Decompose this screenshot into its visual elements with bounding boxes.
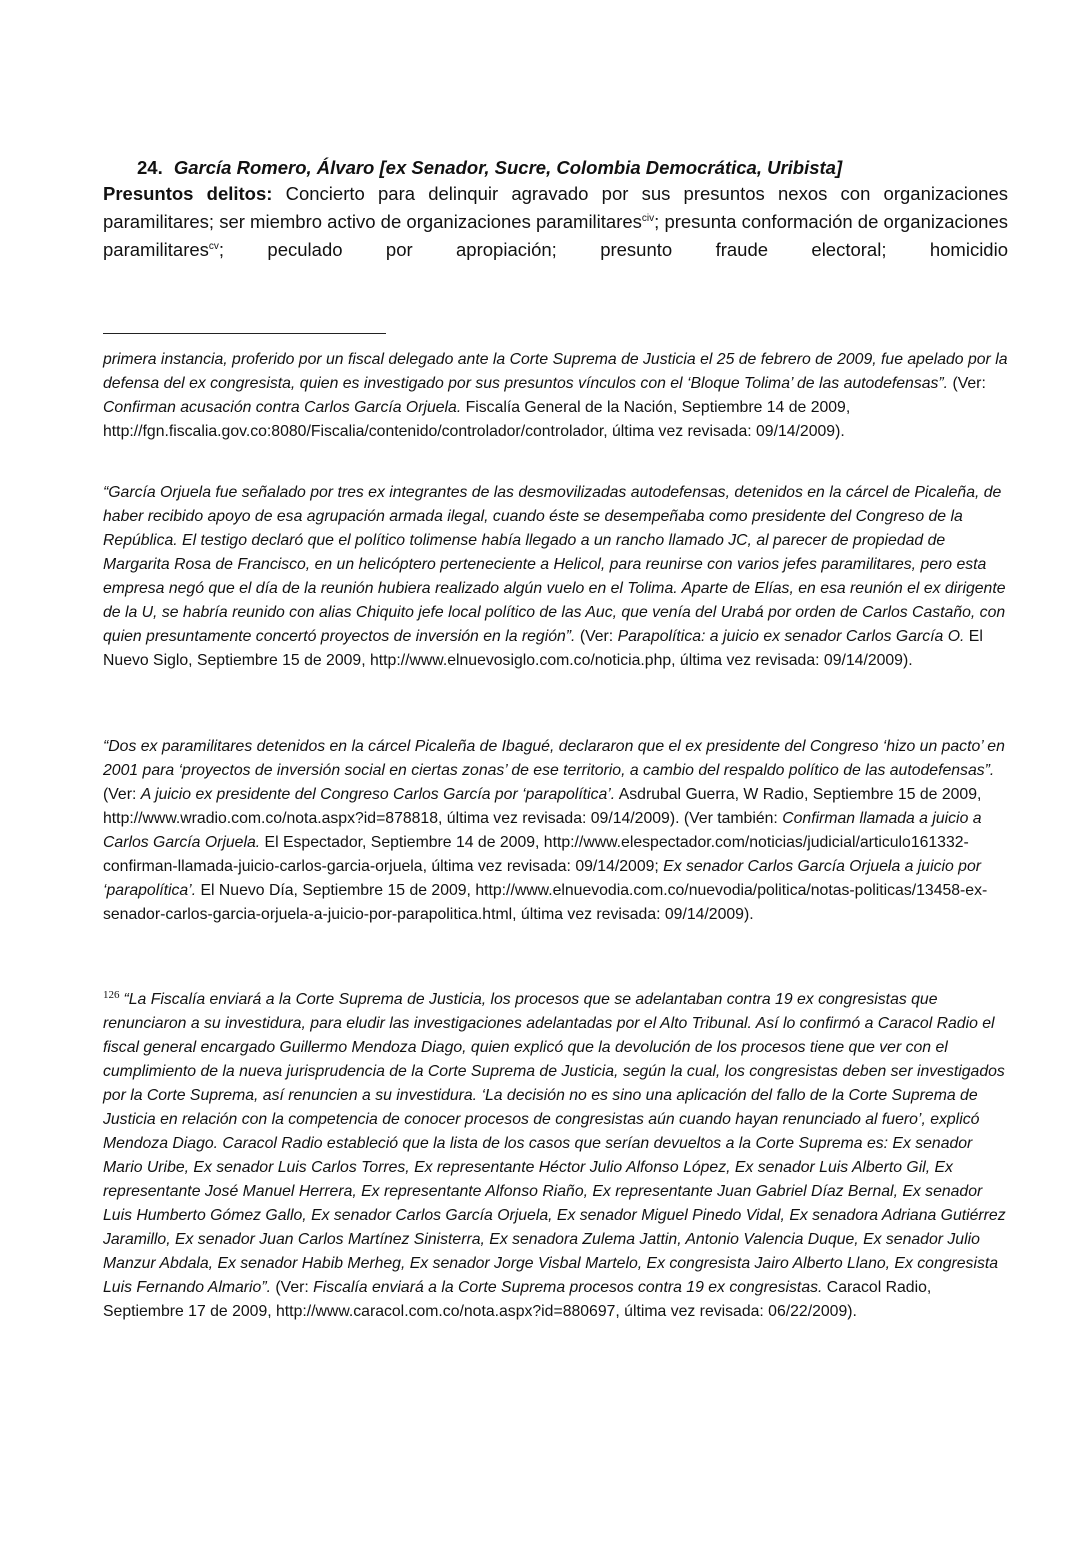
footnote-126-source: Caracol Radio, Septiembre 17 de 2009, http://www.caracol.com.co/nota.aspx?id=880697, última vez revisada: 06/22/2009). (103, 1279, 932, 1320)
footnote-126 (103, 988, 1013, 1324)
footnote-3-source-1: Asdrubal Guerra, W Radio, Septiembre 15 de 2009, http://www.wradio.com.co/nota.aspx?id=878818, última vez revisada: 09/14/2009). (Ver también: (103, 786, 982, 827)
footnote-3-ver: (Ver: (103, 786, 141, 803)
alleged-crimes-label: Presuntos delitos: (103, 183, 273, 204)
footnote-2-title: Parapolítica: a juicio ex senador Carlos García O. (617, 628, 965, 645)
footnote-1-ver: (Ver: (948, 375, 986, 392)
alleged-crimes-paragraph (103, 180, 1008, 264)
alleged-crimes-text-1: Concierto para delinquir agravado por sus presuntos nexos con organizaciones paramilitares; ser miembro activo de organizaciones paramilitares (103, 183, 1008, 232)
footnote-126-quote: “La Fiscalía enviará a la Corte Suprema de Justicia, los procesos que se adelantaban contra 19 ex congresistas que renunciaron a su investidura, para eludir las investigaciones adelantadas por el Alto Tribunal. Así lo confirmó a Caracol Radio el fiscal general encargado Guillermo Mendoza Diago, quien explicó que la devolución de los procesos tiene que ver con el cumplimiento de la nueva jurisprudencia de la Corte Suprema de Justicia, según la cual, los congresistas deben ser investigados por la Corte Suprema, así renuncien a su investidura. ‘La decisión no es sino una aplicación del fallo de la Corte Suprema de Justicia en relación con la competencia de conocer procesos de congresistas aún cuando hayan renunciado al fuero’, explicó Mendoza Diago. Caracol Radio estableció que la lista de los casos que serían devueltos a la Corte Suprema es: Ex senador Mario Uribe, Ex senador Luis Carlos Torres, Ex representante Héctor Julio Alfonso López, Ex senador Luis Alberto Gil, Ex representante José Manuel Herrera, Ex representante Alfonso Riaño, Ex representante Juan Gabriel Díaz Bernal, Ex senador Luis Humberto Gómez Gallo, Ex senador Carlos García Orjuela, Ex senador Miguel Pinedo Vidal, Ex senadora Adriana Gutiérrez Jaramillo, Ex senador Juan Carlos Martínez Sinisterra, Ex senadora Zulema Jattin, Antonio Valencia Duque, Ex senador Julio Manzur Abdala, Ex senador Habib Merheg, Ex senador Jorge Visbal Martelo, Ex congresista Jairo Alberto Llano, Ex congresista Luis Fernando Almario”. (103, 991, 1006, 1296)
footnote-2-ver: (Ver: (575, 628, 618, 645)
footnote-number: 126 (103, 988, 120, 1001)
endnote-ref-civ: civ (641, 212, 655, 224)
footnote-3-title-1: A juicio ex presidente del Congreso Carlos García por ‘parapolítica’. (140, 786, 616, 803)
footnote-126-title: Fiscalía enviará a la Corte Suprema procesos contra 19 ex congresistas. (313, 1279, 823, 1296)
endnote-ref-cv: cv (208, 240, 219, 252)
footnote-paragraph-2 (103, 481, 1013, 673)
footnote-126-ver: (Ver: (271, 1279, 314, 1296)
footnote-3-title-2: Confirman llamada a juicio a Carlos García Orjuela. (103, 810, 982, 851)
entry-heading (137, 155, 842, 181)
footnote-paragraph-3 (103, 735, 1013, 927)
alleged-crimes-text-2: ; presunta conformación de organizaciones paramilitares (103, 211, 1008, 260)
footnote-3-source-3: El Nuevo Día, Septiembre 15 de 2009, http://www.elnuevodia.com.co/nuevodia/politica/notas-politicas/13458-ex-senador-carlos-garcia-orjuela-a-juicio-por-parapolitica.html, última vez revisada: 09/14/2009). (103, 882, 988, 923)
entry-number: 24. (137, 157, 163, 178)
footnote-1-source: Fiscalía General de la Nación, Septiembre 14 de 2009, http://fgn.fiscalia.gov.co:8080/Fiscalia/contenido/controlador/controlador, última vez revisada: 09/14/2009). (103, 399, 851, 440)
footnote-3-title-3: Ex senador Carlos García Orjuela a juicio por ‘parapolítica’. (103, 858, 982, 899)
footnote-2-quote: “García Orjuela fue señalado por tres ex integrantes de las desmovilizadas autodefensas, detenidos en la cárcel de Picaleña, de haber recibido apoyo de esa agrupación armada ilegal, cuando éste se desempeñaba como presidente del Congreso de la República. El testigo declaró que el político tolimense había llegado a un rancho llamado JC, al parecer de propiedad de Margarita Rosa de Francisco, en un helicóptero perteneciente a Helicol, para reunirse con varios jefes paramilitares, pero esta empresa negó que el día de la reunión hubiera realizado algún vuelo en el Tolima. Aparte de Elías, en esa reunión el ex dirigente de la U, se habría reunido con alias Chiquito jefe local político de las Auc, que venía del Urabá por orden de Carlos Castaño, con quien presuntamente concertó proyectos de inversión en la región”. (103, 484, 1006, 645)
footnote-2-source: El Nuevo Siglo, Septiembre 15 de 2009, http://www.elnuevosiglo.com.co/noticia.php, última vez revisada: 09/14/2009). (103, 628, 983, 669)
footnote-separator (103, 333, 386, 334)
footnote-3-source-2: El Espectador, Septiembre 14 de 2009, http://www.elespectador.com/noticias/judicial/articulo161332-confirman-llamada-juicio-carlos-garcia-orjuela, última vez revisada: 09/14/2009; (103, 834, 969, 875)
alleged-crimes-text-3: ; peculado por apropiación; presunto fraude electoral; homicidio (218, 239, 1008, 260)
entry-name: García Romero, Álvaro [ex Senador, Sucre, Colombia Democrática, Uribista] (173, 157, 843, 178)
footnote-1-quote: primera instancia, proferido por un fiscal delegado ante la Corte Suprema de Justicia el 25 de febrero de 2009, fue apelado por la defensa del ex congresista, quien es investigado por sus presuntos vínculos con el ‘Bloque Tolima’ de las autodefensas”. (103, 351, 1008, 392)
footnote-3-quote: “Dos ex paramilitares detenidos en la cárcel Picaleña de Ibagué, declararon que el ex presidente del Congreso ‘hizo un pacto’ en 2001 para ‘proyectos de inversión social en ciertas zonas’ de ese territorio, a cambio del respaldo político de las autodefensas”. (103, 738, 1005, 779)
footnote-paragraph-1 (103, 348, 1013, 444)
footnote-1-title: Confirman acusación contra Carlos García Orjuela. (103, 399, 462, 416)
